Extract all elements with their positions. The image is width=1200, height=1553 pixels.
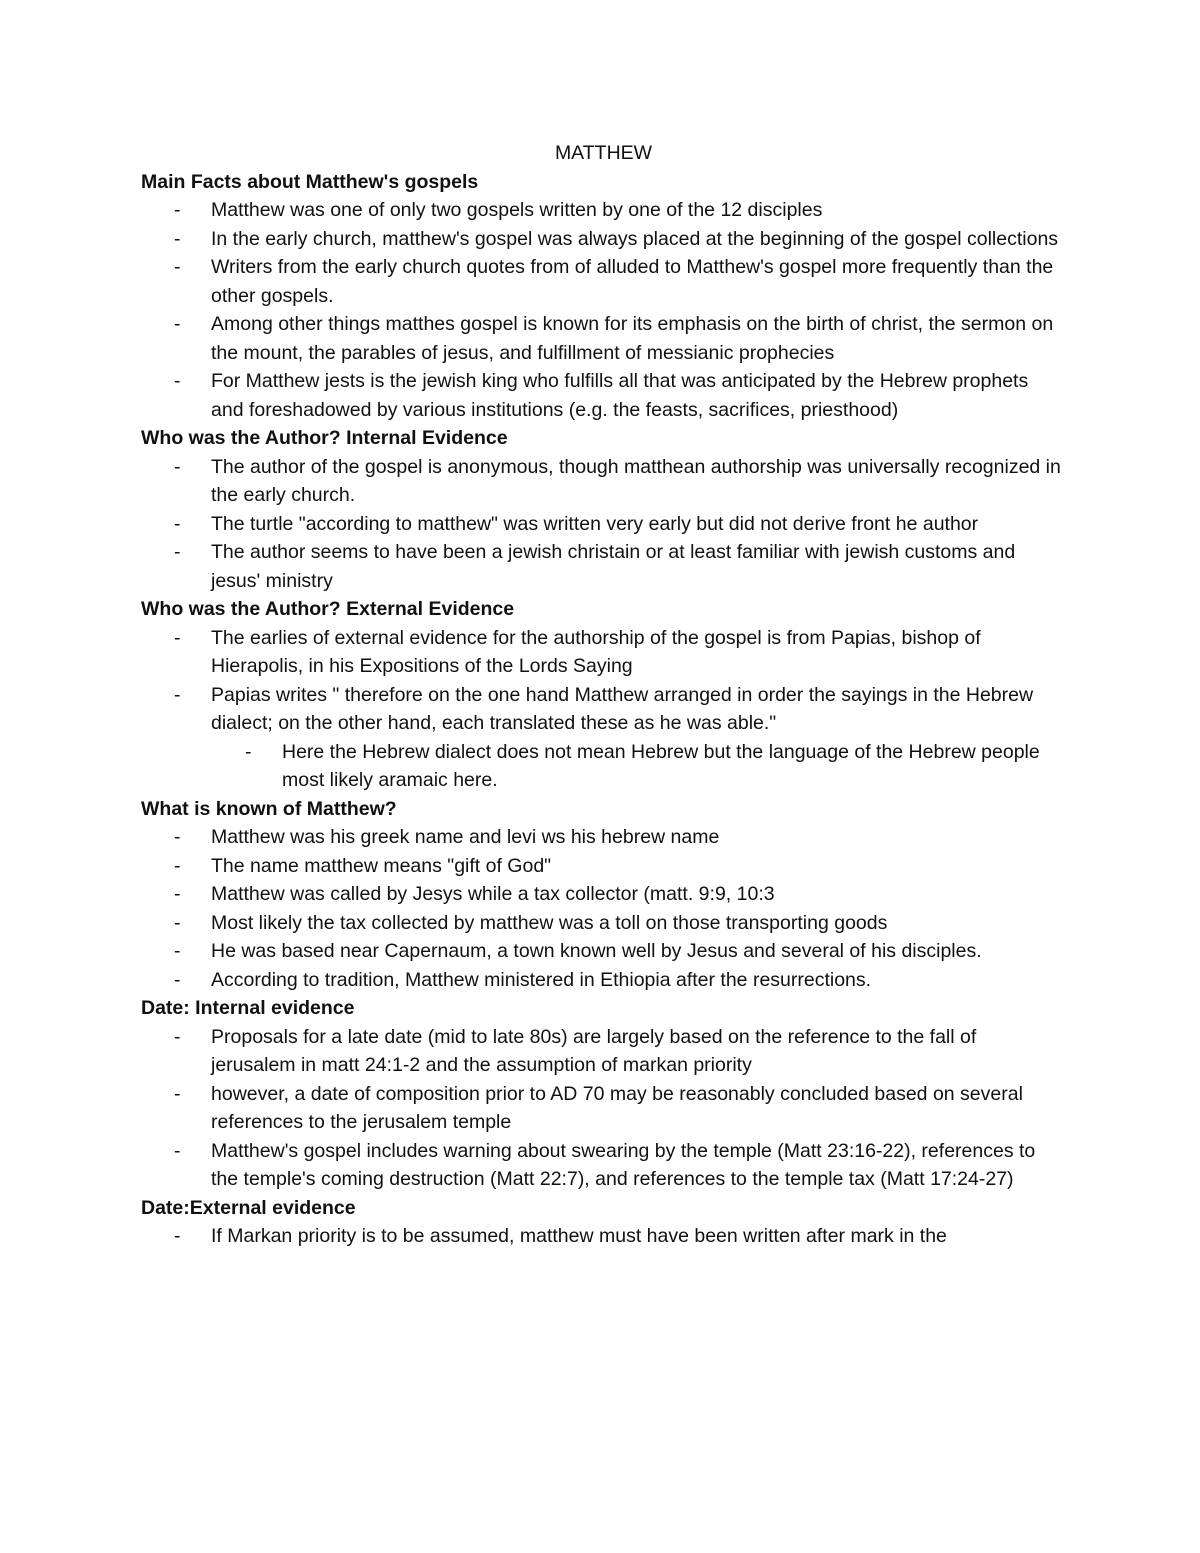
bullet-dash: - [174, 512, 181, 535]
bullet-dash: - [174, 455, 181, 478]
list-item-text: Papias writes " therefore on the one hand Matthew arranged in order the sayings in the Hebrew dialect; on the other hand, each translated these as he was able." [211, 683, 1034, 734]
bullet-list [141, 453, 1066, 596]
bullet-dash: - [174, 940, 181, 962]
list-item-text: Matthew was one of only two gospels written by one of the 12 disciples [211, 199, 823, 221]
list-item-text: however, a date of composition prior to AD 70 may be reasonably concluded based on several references to the jerusalem temple [211, 1082, 1023, 1133]
list-item [141, 1137, 1066, 1194]
list-item-text: The turtle "according to matthew" was written very early but did not derive front he author [211, 512, 979, 535]
list-item [141, 681, 1066, 738]
bullet-dash: - [174, 1225, 181, 1247]
list-item-text: In the early church, matthew's gospel was always placed at the beginning of the gospel collections [211, 227, 1059, 250]
bullet-list [141, 196, 1066, 424]
section-heading: What is known of Matthew? [141, 797, 397, 820]
bullet-dash: - [174, 370, 181, 392]
list-item [141, 1080, 1066, 1137]
bullet-dash: - [174, 199, 181, 221]
list-item-text: Matthew was his greek name and levi ws his hebrew name [211, 826, 720, 848]
bullet-dash: - [174, 854, 181, 877]
list-item-text: According to tradition, Matthew ministered in Ethiopia after the resurrections. [211, 968, 872, 991]
bullet-list [141, 1222, 1066, 1251]
bullet-dash: - [174, 911, 181, 934]
bullet-list [141, 823, 1066, 994]
document-body [141, 168, 1066, 1251]
bullet-dash: - [174, 256, 181, 278]
list-item-text: Here the Hebrew dialect does not mean Hebrew but the language of the Hebrew people most likely aramaic here. [282, 740, 1040, 791]
list-item [141, 225, 1066, 254]
section-heading: Who was the Author? External Evidence [141, 598, 515, 620]
list-item-text: Writers from the early church quotes from of alluded to Matthew's gospel more frequently than the other gospels. [211, 256, 1054, 307]
bullet-dash: - [174, 313, 181, 335]
bullet-dash: - [174, 683, 181, 706]
bullet-dash: - [174, 1025, 181, 1048]
list-item [141, 852, 1066, 881]
list-item [141, 624, 1066, 681]
list-item-text: Matthew was called by Jesys while a tax collector (matt. 9:9, 10:3 [211, 883, 775, 905]
section-heading: Date: Internal evidence [141, 997, 355, 1019]
list-item [141, 453, 1066, 510]
list-item [141, 966, 1066, 995]
bullet-dash: - [174, 826, 181, 848]
list-item-text: Among other things matthes gospel is known for its emphasis on the birth of christ, the sermon on the mount, the parables of jesus, and fulfillment of messianic prophecies [211, 313, 1054, 364]
bullet-dash: - [174, 1139, 181, 1162]
list-item [141, 880, 1066, 909]
list-item [141, 196, 1066, 225]
bullet-dash: - [174, 968, 181, 991]
list-item-text: If Markan priority is to be assumed, matthew must have been written after mark in the [211, 1225, 947, 1247]
bullet-dash: - [174, 541, 181, 563]
section-heading: Who was the Author? Internal Evidence [141, 427, 508, 449]
list-item-text: For Matthew jests is the jewish king who fulfills all that was anticipated by the Hebrew prophets and foreshadowed by various institutions (e.g. the feasts, sacrifices, priesthood) [211, 370, 1029, 421]
list-item-text: The author of the gospel is anonymous, though matthean authorship was universally recognized in the early church. [211, 455, 1061, 506]
list-item [141, 367, 1066, 424]
sub-list-item [141, 738, 1066, 795]
list-item-text: The author seems to have been a jewish christain or at least familiar with jewish customs and jesus' ministry [211, 541, 1016, 592]
bullet-dash: - [174, 883, 181, 905]
list-item [141, 1222, 1066, 1251]
list-item-text: The earlies of external evidence for the authorship of the gospel is from Papias, bishop of Hierapolis, in his Expositions of the Lords Saying [211, 626, 981, 677]
list-item [141, 510, 1066, 539]
list-item-text: Proposals for a late date (mid to late 80s) are largely based on the reference to the fall of jerusalem in matt 24:1-2 and the assumption of markan priority [211, 1025, 977, 1076]
list-item [141, 310, 1066, 367]
list-item [141, 937, 1066, 966]
bullet-list [141, 1023, 1066, 1194]
list-item [141, 253, 1066, 310]
section-heading: Main Facts about Matthew's gospels [141, 170, 479, 193]
bullet-dash: - [174, 626, 181, 649]
list-item [141, 1023, 1066, 1080]
list-item [141, 823, 1066, 852]
bullet-dash: - [174, 227, 181, 250]
list-item [141, 909, 1066, 938]
list-item-text: He was based near Capernaum, a town known well by Jesus and several of his disciples. [211, 940, 982, 962]
list-item-text: Most likely the tax collected by matthew was a toll on those transporting goods [211, 911, 888, 934]
bullet-dash: - [174, 1082, 181, 1105]
bullet-dash: - [245, 740, 252, 763]
section-heading: Date:External evidence [141, 1196, 356, 1219]
document-page [141, 139, 1066, 1251]
list-item-text: The name matthew means "gift of God" [211, 854, 552, 877]
list-item-text: Matthew's gospel includes warning about swearing by the temple (Matt 23:16-22), references to the temple's coming destruction (Matt 22:7), and references to the temple tax (Matt 17:24-27) [211, 1139, 1036, 1190]
list-item [141, 538, 1066, 595]
document-title: MATTHEW [554, 142, 653, 164]
bullet-list [141, 624, 1066, 795]
